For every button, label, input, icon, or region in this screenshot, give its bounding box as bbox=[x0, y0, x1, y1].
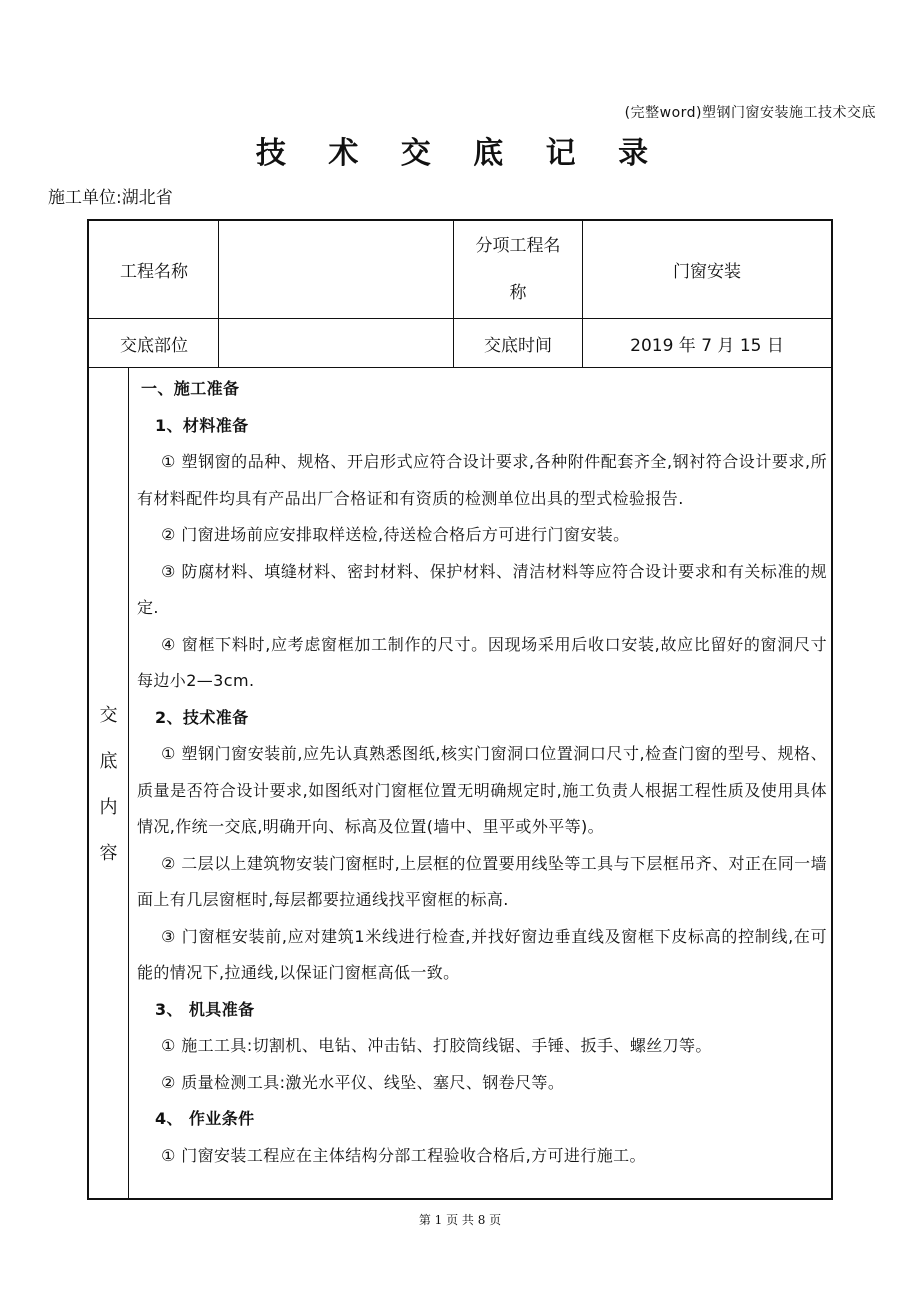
sub-project-value: 门窗安装 bbox=[673, 262, 741, 282]
project-name-value bbox=[219, 221, 453, 318]
document-header: (完整word)塑钢门窗安装施工技术交底 bbox=[624, 105, 876, 121]
paragraph: ① 施工工具:切割机、电钻、冲击钻、打胶筒线锯、手锤、扳手、螺丝刀等。 bbox=[161, 1036, 712, 1055]
project-name-label: 工程名称 bbox=[120, 262, 188, 282]
content-side-label bbox=[89, 369, 128, 1200]
paragraph: ① 塑钢窗的品种、规格、开启形式应符合设计要求,各种附件配套齐全,钢衬符合设计要求,所有材料配件均具有产品出厂合格证和有资质的检测单位出具的型式检验报告. bbox=[137, 452, 827, 508]
time-value: 2019 年 7 月 15 日 bbox=[630, 335, 784, 356]
subsection-heading: 2、技术准备 bbox=[155, 707, 249, 727]
page-number: 第 1 页 共 8 页 bbox=[418, 1213, 502, 1227]
row-divider bbox=[89, 367, 831, 368]
sub-project-label-line1: 分项工程名 bbox=[475, 235, 561, 256]
paragraph: ② 质量检测工具:激光水平仪、线坠、塞尺、钢卷尺等。 bbox=[161, 1072, 565, 1092]
paragraph: ① 门窗安装工程应在主体结构分部工程验收合格后,方可进行施工。 bbox=[161, 1145, 646, 1165]
location-label: 交底部位 bbox=[120, 335, 188, 356]
disclosure-content bbox=[137, 371, 827, 1174]
paragraph: ② 二层以上建筑物安装门窗框时,上层框的位置要用线坠等工具与下层框吊齐、对正在同一墙面上有几层窗框时,每层都要拉通线找平窗框的标高. bbox=[137, 853, 827, 909]
side-char: 内 bbox=[99, 796, 118, 818]
location-value bbox=[219, 319, 453, 367]
paragraph: ④ 窗框下料时,应考虑窗框加工制作的尺寸。因现场采用后收口安装,故应比留好的窗洞尺寸每边小2—3cm. bbox=[137, 634, 827, 690]
sub-project-label-line2: 称 bbox=[509, 282, 527, 303]
paragraph: ② 门窗进场前应安排取样送检,待送检合格后方可进行门窗安装。 bbox=[161, 525, 630, 544]
construction-unit: 施工单位:湖北省 bbox=[48, 188, 173, 208]
side-char: 交 bbox=[99, 704, 118, 726]
side-char: 底 bbox=[99, 750, 118, 772]
section-heading: 一、施工准备 bbox=[141, 379, 240, 398]
subsection-heading: 1、材料准备 bbox=[155, 415, 249, 435]
paragraph: ③ 门窗框安装前,应对建筑1米线进行检查,并找好窗边垂直线及窗框下皮标高的控制线,在可能的情况下,拉通线,以保证门窗框高低一致。 bbox=[137, 926, 827, 982]
paragraph: ③ 防腐材料、填缝材料、密封材料、保护材料、清洁材料等应符合设计要求和有关标准的规定. bbox=[137, 561, 827, 617]
disclosure-form bbox=[87, 219, 833, 1200]
col-divider bbox=[128, 367, 129, 1200]
page-title: 技 术 交 底 记 录 bbox=[255, 136, 665, 171]
paragraph: ① 塑钢门窗安装前,应先认真熟悉图纸,核实门窗洞口位置洞口尺寸,检查门窗的型号、规格、质量是否符合设计要求,如图纸对门窗框位置无明确规定时,施工负责人根据工程性质及使用具体情况,作统一交底,明确开向、标高及位置(墙中、里平或外平等)。 bbox=[137, 744, 827, 836]
time-label: 交底时间 bbox=[484, 335, 552, 356]
subsection-heading: 3、 机具准备 bbox=[155, 999, 255, 1019]
subsection-heading: 4、 作业条件 bbox=[155, 1109, 255, 1128]
side-char: 容 bbox=[99, 842, 118, 864]
sub-project-label bbox=[454, 221, 582, 318]
